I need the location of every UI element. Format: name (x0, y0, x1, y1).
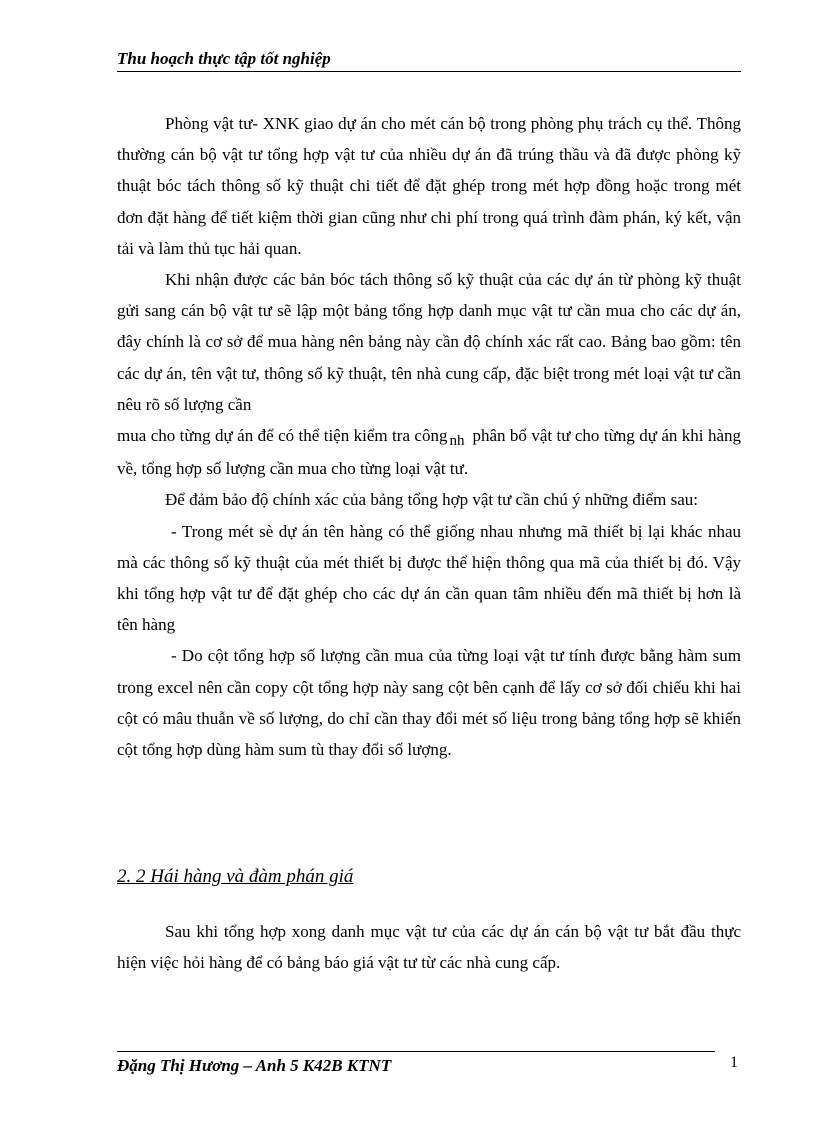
paragraph-3: Để đảm bảo độ chính xác của bảng tổng hợp vật tư cần chú ý những điểm sau: (165, 490, 699, 510)
paragraph-2 (117, 264, 741, 420)
paragraph-4: - Trong mét sè dự án tên hàng có thể giống nhau nhưng mã thiết bị lại khác nhau mà các thông số kỹ thuật của mét thiết bị được thể hiện thông qua mã của thiết bị đó. Vậy khi tổng hợp vật tư để đặt ghép cho các dự án cần quan tâm nhiều đến mã thiết bị hơn là tên hàng (117, 521, 741, 635)
page-header (117, 49, 741, 72)
section-text (117, 916, 741, 978)
paragraph-2-continuation (117, 420, 741, 484)
paragraph-2-inline-fragment: nh (449, 433, 465, 450)
footer-author: Đặng Thị Hương – Anh 5 K42B KTNT (117, 1056, 392, 1075)
paragraph-2-part-3: phân bổ vật tư cho từng dự án khi hàng về, tổng hợp số lượng cần mua cho từng loại vật tư. (117, 426, 741, 479)
paragraph-2-part-2: mua cho từng dự án để có thể tiện kiểm tra công (117, 426, 448, 446)
header-title: Thu hoạch thực tập tốt nghiệp (117, 49, 331, 68)
footer-divider (117, 1051, 715, 1052)
page-number: 1 (730, 1054, 738, 1071)
body-text (117, 108, 741, 765)
section-paragraph-1: Sau khi tổng hợp xong danh mục vật tư của các dự án cán bộ vật tư bắt đầu thực hiện việc hỏi hàng để có bảng báo giá vật tư từ các nhà cung cấp. (117, 922, 741, 973)
paragraph-5: - Do cột tổng hợp số lượng cần mua của từng loại vật tư tính được bằng hàm sum trong excel nên cần copy cột tổng hợp này sang cột bên cạnh để lấy cơ sở đối chiếu khi hai cột có mâu thuẫn về số lượng, do chỉ cần thay đổi mét số liệu trong bảng tổng hợp sẽ khiến cột tổng hợp dùng hàm sum tù thay đổi số lượng. (117, 646, 741, 760)
paragraph-1: Phòng vật tư- XNK giao dự án cho mét cán bộ trong phòng phụ trách cụ thể. Thông thường cán bộ vật tư tổng hợp vật tư của nhiều dự án đã trúng thầu và đã được phòng kỹ thuật bóc tách thông số kỹ thuật chi tiết để đặt ghép trong mét hợp đồng hoặc trong mét đơn đặt hàng để tiết kiệm thời gian cũng như chi phí trong quá trình đàm phán, ký kết, vận tải và làm thủ tục hải quan. (117, 114, 741, 258)
section-heading: 2. 2 Hái hàng và đàm phán giá (117, 866, 354, 887)
paragraph-2-part-1: Khi nhận được các bản bóc tách thông số kỹ thuật của các dự án từ phòng kỹ thuật gửi sang cán bộ vật tư sẽ lập một bảng tổng hợp danh mục vật tư cần mua cho các dự án, đây chính là cơ sở để mua hàng nên bảng này cần độ chính xác rất cao. Bảng bao gồm: tên các dự án, tên vật tư, thông số kỹ thuật, tên nhà cung cấp, đặc biệt trong mét loại vật tư cần nêu rõ số lượng cần (117, 270, 741, 414)
